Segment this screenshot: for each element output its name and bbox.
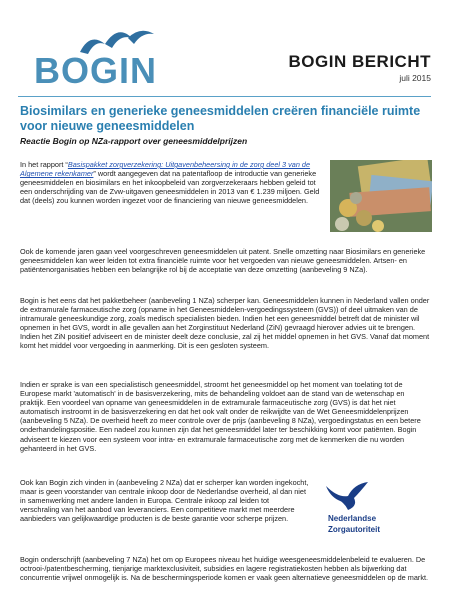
header-divider [18,96,431,97]
report-link[interactable]: Basispakket zorgverzekering: Uitgavenbeheersing in de zorg deel 3 van de Algemene rekenkamer [20,160,311,179]
article-headline: Biosimilars en generieke geneesmiddelen creëren financiële ruimte voor nieuwe geneesmiddelen [20,104,421,133]
newsletter-title: BOGIN BERICHT [288,52,431,71]
paragraph-6: Bogin onderschrijft (aanbeveling 7 NZa) het om op Europees niveau het huidige weesgeneesmiddelenbeleid te evalueren. De octrooi-/patentbescherming, tienjarige marktexclusiviteit, subsidies en lagere registratiekosten hebben als bijwerking dat concurrentie vrijwel onmogelijk is. Na de beschermingsperiode komen er vaak geen alternatieve geneesmiddelen op de markt. [20,555,429,583]
paragraph-2: Ook de komende jaren gaan veel voorgeschreven geneesmiddelen uit patent. Snelle omzetting naar Biosimilars en generieke geneesmiddelen kan weer leiden tot extra financiële ruimte voor het vergoeden van nieuwe geneesmiddelen. Artsen- en patiëntenorganisaties hebben een belangrijke rol bij de acceptatie van deze omzetting (aanbeveling 9 NZa). [20,247,426,275]
paragraph-1 [20,160,325,205]
issue-date: juli 2015 [399,73,431,83]
money-photo [330,160,432,232]
paragraph-3: Bogin is het eens dat het pakketbeheer (aanbeveling 1 NZa) scherper kan. Geneesmiddelen kunnen in Nederland vallen onder de extramurale farmaceutische zorg (opname in het Geneesmiddelen-vergoedingssysteem (GVS)) of deel uitmaken van de intramurale geneeskundige zorg, zoals medisch specialisten bieden. Indien het een geneesmiddel betreft dat de minister wil opnemen in het GVS, wordt in alle gevallen aan het Zorginstituut Nederland (ZiN) gevraagd hierover advies uit te brengen. Indien het ZiN positief adviseert en de minister deelt deze conclusie, zal zij het middel opnemen in het GVS. Vanaf dat moment komt het middel voor vergoeding in aanmerking. Dit is een gesloten systeem. [20,296,430,351]
paragraph-1-prefix: In het rapport “ [20,160,68,169]
nza-line-2: Zorgautoriteit [328,525,380,534]
nza-line-1: Nederlandse [328,514,377,523]
paragraph-4: Indien er sprake is van een specialistisch geneesmiddel, stroomt het geneesmiddel op het moment van toelating tot de Europese markt 'automatisch' in de basisverzekering, mits de behandeling voldoet aan de stand van de wetenschap en praktijk. Een voordeel van opname van geneesmiddelen in de extramurale farmaceutische zorg (GVS) is dat het niet automatisch instroomt in de basisverzekering en dat het ook valt onder de reikwijdte van de Wet Geneesmiddelenprijzen (aanbeveling 5 NZa). De overheid heeft zo meer controle over de prijs (aanbeveling 8 NZa), vergoedingstatus en een betere onderhandelingspositie. Een nadeel zou kunnen zijn dat het geneesmiddel later ter beschikking komt voor patiënten. Bogin adviseert te kiezen voor een systeem voor intra- en extramurale farmaceutische zorg met de kenmerken die nu worden gehanteerd in het GVS. [20,380,421,453]
paragraph-1-rest: ” wordt aangegeven dat na patentafloop de introductie van generieke geneesmiddelen en biosimilars en het inkoopbeleid van zorgverzekeraars hebben geleid tot een onderschrijding van de Zvw-uitgaven geneesmiddelen in 2013 van € 1.239 miljoen. Geld dat (deels) zou kunnen worden ingezet voor de financiering van nieuwe geneesmiddelen. [20,169,320,206]
bogin-logo [10,14,160,91]
article-subhead: Reactie Bogin op NZa-rapport over geneesmiddelprijzen [20,136,248,146]
nza-logo [320,480,420,540]
paragraph-5: Ook kan Bogin zich vinden in (aanbeveling 2 NZa) dat er scherper kan worden ingekocht, maar is geen voorstander van centrale inkoop door de Nederlandse overheid, al dan niet in samenwerking met andere landen in Europa. Centrale inkoop zal leiden tot verschraling van het aanbod van leveranciers. Een competitieve markt met meerdere aanbieders van gelijkwaardige producten is de beste garantie voor scherpe prijzen. [20,478,309,524]
nza-bird-icon [324,480,374,512]
logo-text: BOGIN [34,50,158,91]
